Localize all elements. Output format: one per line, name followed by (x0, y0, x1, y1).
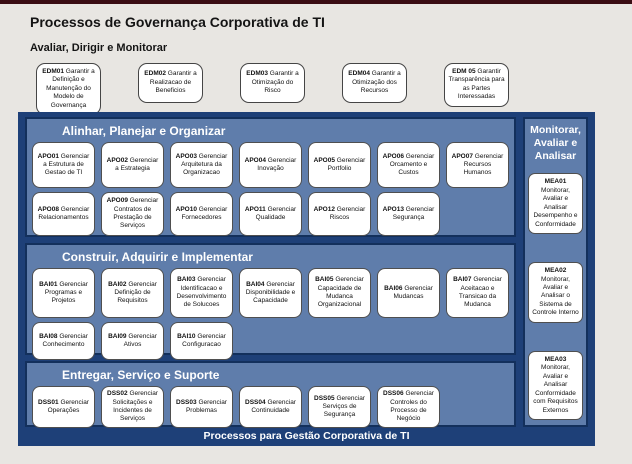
box-label: Gerenciar Configuracao (182, 332, 226, 348)
box-code: BAI08 (39, 332, 58, 340)
box-label: Gerenciar a Estrutura de Gestao de TI (43, 152, 90, 177)
section-apo (25, 117, 516, 237)
box-label: Gerenciar Relacionamentos (38, 205, 90, 221)
edm-domain-title: Avaliar, Dirigir e Monitorar (30, 42, 168, 54)
box-code: DSS04 (245, 398, 266, 406)
box-label: Gerenciar Conhecimento (42, 332, 88, 348)
process-box-apo12 (308, 192, 371, 236)
box-label: Monitorar, Avaliar e Analisar Desempenho e Conformidade (533, 186, 578, 228)
process-box-mea03 (528, 351, 583, 420)
box-code: BAI07 (453, 276, 472, 284)
process-box-dss05 (308, 386, 371, 428)
process-box-apo01 (32, 142, 95, 188)
process-box-dss01 (32, 386, 95, 428)
box-label: Monitorar, Avaliar e Analisar Conformidade com Requisitos Externos (533, 364, 578, 414)
box-code: APO06 (382, 152, 404, 160)
process-box-apo10 (170, 192, 233, 236)
box-code: APO07 (451, 152, 473, 160)
process-box-dss03 (170, 386, 233, 428)
box-label: Garantir a Realizacao de Beneficios (149, 70, 197, 95)
box-label: Gerenciar Programas e Projetos (44, 280, 88, 305)
box-label: Gerenciar Definição de Requisitos (114, 280, 157, 305)
process-box-apo05 (308, 142, 371, 188)
box-code: APO12 (313, 205, 335, 213)
box-code: EDM04 (348, 70, 370, 78)
section-apo-title: Alinhar, Planejar e Organizar (62, 124, 226, 138)
box-label: Gerenciar Qualidade (255, 205, 297, 221)
sections-column (25, 117, 516, 427)
box-label: Garantir a Otimização dos Recursos (352, 70, 401, 95)
process-box-apo11 (239, 192, 302, 236)
process-box-apo03 (170, 142, 233, 188)
box-label: Gerenciar Portfolio (327, 156, 366, 172)
box-code: MEA01 (544, 178, 567, 186)
process-box-bai09 (101, 322, 164, 360)
process-box-bai04 (239, 268, 302, 318)
process-box-apo08 (32, 192, 95, 236)
box-code: DSS06 (383, 390, 404, 398)
box-code: APO08 (37, 205, 59, 213)
section-mea-title: Monitorar, Avaliar e Analisar (530, 124, 581, 163)
box-code: APO02 (106, 156, 128, 164)
process-box-apo02 (101, 142, 164, 188)
box-label: Monitorar, Avaliar e Analisar o Sistema de Controle Interno (532, 275, 579, 317)
box-label: Garantir a Otimização do Risco (251, 70, 299, 95)
apo-row-1 (32, 142, 509, 188)
process-box-bai03 (170, 268, 233, 318)
process-box-bai07 (446, 268, 509, 318)
box-code: BAI03 (177, 276, 196, 284)
box-label: Gerenciar Segurança (392, 205, 435, 221)
box-code: EDM 05 (452, 68, 476, 75)
box-label: Gerenciar Operações (47, 398, 89, 414)
box-code: APO04 (244, 156, 266, 164)
box-code: BAI06 (384, 284, 403, 292)
box-code: DSS01 (38, 398, 59, 406)
box-code: APO11 (244, 205, 266, 213)
footer-bar: Processos para Gestão Corporativa de TI (203, 430, 410, 442)
section-bai-title: Construir, Adquirir e Implementar (62, 250, 253, 264)
box-code: EDM02 (144, 70, 166, 78)
process-box-apo06 (377, 142, 440, 188)
dss-row-1 (32, 386, 509, 428)
box-label: Gerenciar Identificacao e Desenvolvimento de Solucoes (176, 276, 227, 309)
box-code: APO09 (106, 197, 128, 205)
section-dss (25, 361, 516, 427)
box-code: MEA03 (544, 355, 567, 363)
box-label: Gerenciar Orcamento e Custos (389, 152, 435, 177)
box-label: Gerenciar Serviços de Segurança (322, 394, 365, 419)
box-label: Gerenciar Solicitações e Incidentes de Serviços (112, 390, 158, 423)
box-code: APO03 (175, 152, 197, 160)
box-code: DSS05 (314, 394, 335, 402)
box-label: Gerenciar Arquitetura da Organizacao (181, 152, 228, 177)
box-code: EDM01 (42, 68, 64, 75)
process-box-bai08 (32, 322, 95, 360)
section-dss-title: Entregar, Serviço e Suporte (62, 368, 220, 382)
process-box-edm04 (342, 63, 407, 103)
box-label: Gerenciar Mudancas (393, 284, 433, 300)
box-label: Gerenciar Disponibilidade e Capacidade (245, 280, 296, 305)
process-box-bai02 (101, 268, 164, 318)
box-code: DSS02 (107, 390, 128, 398)
process-box-dss04 (239, 386, 302, 428)
box-label: Garantir Transparência para as Partes Interessadas (448, 68, 505, 101)
box-label: Gerenciar Recursos Humanos (463, 152, 504, 177)
edm-row (36, 63, 632, 115)
box-code: BAI09 (108, 332, 127, 340)
box-label: Gerenciar Ativos (123, 332, 157, 348)
box-code: DSS03 (176, 398, 197, 406)
apo-row-2 (32, 192, 509, 236)
process-box-apo13 (377, 192, 440, 236)
process-box-bai01 (32, 268, 95, 318)
box-label: Gerenciar Inovação (257, 156, 297, 172)
box-label: Gerenciar Controles do Processo de Negócio (390, 390, 434, 423)
process-box-edm03 (240, 63, 305, 103)
process-box-dss02 (101, 386, 164, 428)
process-box-bai10 (170, 322, 233, 360)
box-code: BAI01 (39, 280, 58, 288)
process-box-bai06 (377, 268, 440, 318)
process-box-edm01 (36, 63, 101, 115)
box-label: Gerenciar Aceitacao e Transicao da Mudanca (458, 276, 502, 309)
process-box-dss06 (377, 386, 440, 428)
box-label: Gerenciar Contratos de Prestação de Serviços (113, 197, 159, 230)
box-code: BAI10 (177, 332, 196, 340)
page-title: Processos de Governança Corporativa de TI (30, 14, 325, 30)
process-box-edm05 (444, 63, 509, 107)
box-label: Garantir a Definição e Manutenção do Modelo de Governança (46, 68, 95, 109)
box-code: BAI02 (108, 280, 127, 288)
box-code: APO13 (382, 205, 404, 213)
process-box-bai05 (308, 268, 371, 318)
box-label: Gerenciar Riscos (329, 205, 366, 221)
section-bai (25, 243, 516, 355)
box-code: BAI04 (246, 280, 265, 288)
process-box-mea02 (528, 262, 583, 323)
bai-row-1 (32, 268, 509, 318)
bai-row-2 (32, 322, 509, 360)
box-code: EDM03 (246, 70, 268, 78)
process-box-mea01 (528, 173, 583, 234)
box-code: MEA02 (544, 267, 567, 275)
box-label: Gerenciar Continuidade (251, 398, 296, 414)
box-code: APO10 (175, 205, 197, 213)
section-mea (523, 117, 588, 427)
process-box-apo07 (446, 142, 509, 188)
process-box-apo09 (101, 192, 164, 236)
box-label: Gerenciar Fornecedores (181, 205, 228, 221)
process-box-edm02 (138, 63, 203, 103)
process-box-apo04 (239, 142, 302, 188)
box-code: APO01 (37, 152, 59, 160)
top-border (0, 0, 632, 4)
box-label: Gerenciar a Estrategia (115, 156, 159, 172)
management-processes-container (18, 112, 595, 446)
box-code: APO05 (313, 156, 335, 164)
box-code: BAI05 (315, 276, 334, 284)
box-label: Gerenciar Problemas (185, 398, 227, 414)
box-label: Gerenciar Capacidade de Mudanca Organizacional (317, 276, 364, 309)
